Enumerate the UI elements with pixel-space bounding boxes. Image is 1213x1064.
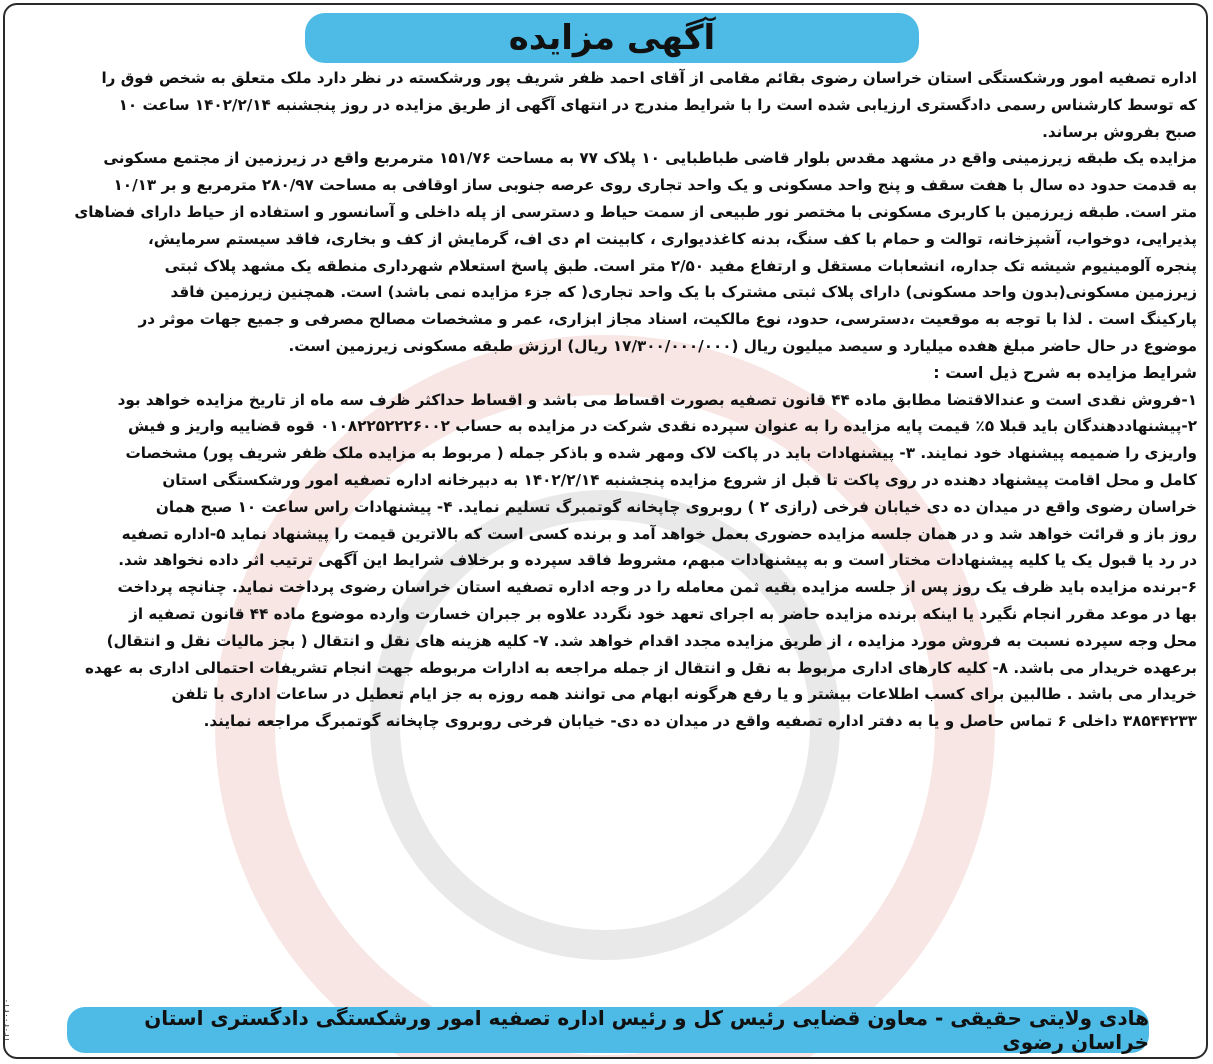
- body-line: واریزی را ضمیمه پیشنهاد خود نمایند. ۳- پیشنهادات باید در پاکت لاک ومهر شده و باذکر جمله ( مربوط به مزایده ملک ظفر شریف پور) مشخصات: [125, 444, 1197, 463]
- notice-code: ۱۴۰۲۰۰۲۱۰: [2, 998, 12, 1042]
- signature-banner: [67, 1007, 1149, 1053]
- body-line: برعهده خریدار می باشد. ۸- کلیه کارهای اداری مربوط به نقل و انتقال از جمله مراجعه به ادارات مربوطه جهت انجام تشریفات احتمالی اداری به عهده: [85, 658, 1197, 677]
- notice-title: آگهی مزایده: [508, 18, 716, 58]
- signatory: هادی ولایتی حقیقی - معاون قضایی رئیس کل و رئیس اداره تصفیه امور ورشکستگی دادگستری استان خراسان رضوی: [144, 1006, 1149, 1054]
- body-line: به قدمت حدود ده سال با هفت سقف و پنج واحد مسکونی و یک واحد تجاری روی عرصه جنوبی ساز اوقافی به مساحت ۲۸۰/۹۷ مترمربع و بر ۱۰/۱۳: [113, 176, 1197, 195]
- body-line: که توسط کارشناس رسمی دادگستری ارزیابی شده است را با شرایط مندرج در انتهای آگهی از طریق مزایده در روز پنجشنبه ۱۴۰۲/۲/۱۴ ساعت ۱۰: [118, 95, 1197, 114]
- body-line: اداره تصفیه امور ورشکستگی استان خراسان رضوی بقائم مقامی از آقای احمد ظفر شریف پور ورشکسته در نظر دارد ملک متعلق به شخص فوق را: [101, 69, 1197, 87]
- body-line: متر است. طبقه زیرزمین با کاربری مسکونی با مختصر نور طبیعی از سمت حیاط و دسترسی از پله داخلی و آسانسور و استفاده از حیاط دارای فضاهای: [74, 202, 1197, 221]
- conditions-heading: شرایط مزایده به شرح ذیل است :: [933, 362, 1197, 382]
- body-line: مزایده یک طبقه زیرزمینی واقع در مشهد مقدس بلوار قاضی طباطبایی ۱۰ پلاک ۷۷ به مساحت ۱۵۱/۷۶ مترمربع واقع در زیرزمین از مجتمع مسکونی: [103, 149, 1197, 168]
- body-line: زیرزمین مسکونی(بدون واحد مسکونی) دارای پلاک ثبتی مشترک با یک واحد تجاری( که جزء مزایده نمی باشد) است. همچنین زیرزمین فاقد: [170, 283, 1197, 302]
- notice-body: [17, 65, 1197, 1003]
- title-banner: [305, 13, 919, 63]
- body-line: روز باز و قرائت خواهد شد و در همان جلسه مزایده حضوری بعمل خواهد آمد و برنده کسی است که بالاترین قیمت را پیشنهاد نماید ۵-اداره تصفیه: [121, 524, 1197, 543]
- body-line: پذیرایی، دوخواب، آشپزخانه، توالت و حمام با کف سنگ، بدنه کاغذدیواری ، کابینت ام دی اف، گرمایش از کف و بخاری، فاقد سیستم سرمایش،: [148, 229, 1197, 248]
- body-line: ۳۸۵۴۴۲۳۳ داخلی ۶ تماس حاصل و یا به دفتر اداره تصفیه واقع در میدان ده دی- خیابان فرخی روبروی چاپخانه گوتمبرگ مراجعه نمایند.: [203, 712, 1197, 731]
- body-line: محل وجه سپرده نسبت به فروش مورد مزایده ، از طریق مزایده مجدد اقدام خواهد شد. ۷- کلیه هزینه های نقل و انتقال ( بجز مالیات نقل و انتقال): [106, 631, 1197, 650]
- body-line: بها در موعد مقرر انجام نگیرد یا اینکه برنده مزایده حاضر به اجرای تعهد خود نگردد علاوه بر جبران خسارت وارده موضوع ماده ۴۴ قانون تصفیه از: [129, 604, 1197, 623]
- body-line: خریدار می باشد . طالبین برای کسب اطلاعات بیشتر و یا رفع هرگونه ابهام می توانند همه روزه به جز ایام تعطیل در ساعات اداری با تلفن: [171, 685, 1197, 704]
- body-line: ۶-برنده مزایده باید ظرف یک روز پس از جلسه مزایده بقیه ثمن معامله را در وجه اداره تصفیه استان خراسان رضوی پرداخت نماید. چنانچه پرداخت: [117, 578, 1197, 597]
- body-line: خراسان رضوی واقع در میدان ده دی خیابان فرخی (رازی ۲ ) روبروی چاپخانه گوتمبرگ تسلیم نماید. ۴- پیشنهادات راس ساعت ۱۰ صبح همان: [155, 497, 1197, 516]
- body-line: کامل و محل اقامت پیشنهاد دهنده در روی پاکت تا قبل از شروع مزایده پنجشنبه ۱۴۰۲/۲/۱۴ به دبیرخانه اداره تصفیه امور ورشکستگی استان: [162, 470, 1197, 489]
- body-line: پنجره آلومینیوم شیشه تک جداره، انشعابات مستقل و ارتفاع مفید ۲/۵۰ متر است. طبق پاسخ استعلام شهرداری منطقه یک مشهد پلاک ثبتی: [164, 256, 1197, 275]
- body-line: موضوع در حال حاضر مبلغ هفده میلیارد و سیصد میلیون ریال (۱۷/۳۰۰/۰۰۰/۰۰۰ ریال) ارزش طبقه مسکونی زیرزمین است.: [288, 336, 1197, 355]
- body-line: ۱-فروش نقدی است و عندالاقتضا مطابق ماده ۴۴ قانون تصفیه بصورت اقساط می باشد و اقساط حداکثر ظرف سه ماه از تاریخ مزایده خواهد بود: [117, 390, 1197, 409]
- body-line: ۲-پیشنهاددهندگان باید قبلا ۵٪ قیمت پایه مزایده را به عنوان سپرده نقدی شرکت در مزایده به حساب ۰۱۰۸۲۲۵۲۲۲۶۰۰۲ قوه قضاییه واریز و فیش: [127, 417, 1197, 436]
- body-line: در رد یا قبول یک یا کلیه پیشنهادات مختار است و به پیشنهادات مبهم، مشروط فاقد سپرده و برخلاف شرایط این آگهی ترتیب اثر داده نخواهد شد.: [118, 551, 1197, 570]
- body-line: صبح بفروش برساند.: [1042, 122, 1197, 141]
- body-line: پارکینگ است . لذا با توجه به موقعیت ،دسترسی، حدود، نوع مالکیت، اسناد مجاز ابزاری، عمر و مشخصات مصالح مصرفی و جمیع جهات موثر در: [138, 310, 1197, 329]
- notice-frame: [3, 3, 1208, 1059]
